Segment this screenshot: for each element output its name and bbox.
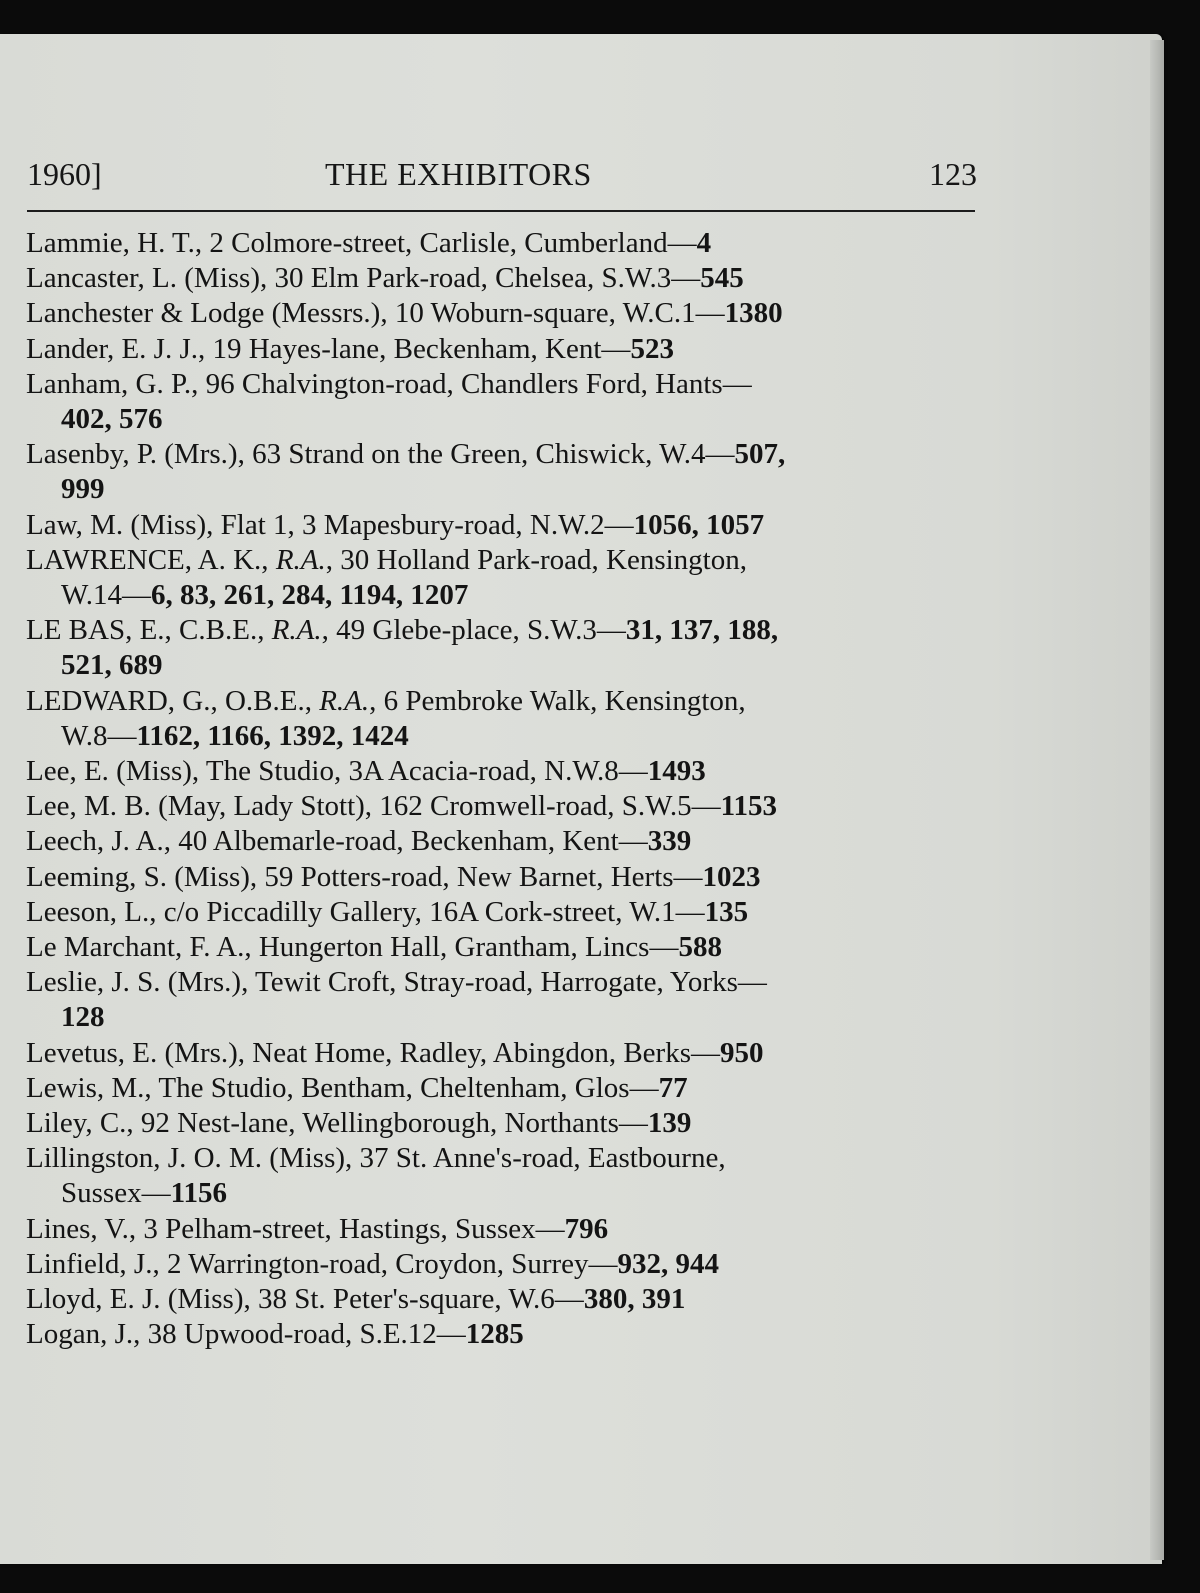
header-rule	[27, 210, 975, 212]
entry-first-line	[26, 333, 674, 365]
entry-first-line	[26, 790, 777, 822]
header-title: THE EXHIBITORS	[325, 156, 592, 192]
entry-text: Leech, J. A., 40 Albemarle-road, Beckenham, Kent—	[26, 825, 648, 858]
entry-text: Le Marchant, F. A., Hungerton Hall, Grantham, Lincs—	[26, 931, 679, 964]
entry-text: Linfield, J., 2 Warrington-road, Croydon, Surrey—	[26, 1247, 618, 1280]
entry-continuation-numbers: 128	[61, 1001, 105, 1034]
entry-continuation-line	[26, 1176, 986, 1211]
entry-text: Levetus, E. (Mrs.), Neat Home, Radley, Abingdon, Berks—	[26, 1036, 720, 1069]
exhibitor-entry	[26, 613, 986, 683]
entry-continuation-numbers: 1162, 1166, 1392, 1424	[136, 719, 409, 752]
exhibitor-entry	[26, 824, 986, 859]
exhibitor-entry	[26, 226, 986, 261]
entry-first-line	[26, 861, 761, 893]
page-edge	[1150, 40, 1164, 1560]
entry-text: Leeming, S. (Miss), 59 Potters-road, New Barnet, Herts—	[26, 860, 703, 893]
entry-catalogue-numbers: 1056, 1057	[633, 508, 765, 541]
entry-first-line	[26, 368, 752, 400]
entry-text-rest: , 6 Pembroke Walk, Kensington,	[369, 684, 746, 717]
entry-catalogue-numbers: 139	[647, 1107, 692, 1140]
entry-continuation-line	[26, 719, 986, 754]
entry-text: LEDWARD, G., O.B.E.,	[26, 684, 320, 717]
running-header	[27, 156, 977, 200]
entry-text: Lillingston, J. O. M. (Miss), 37 St. Anne's-road, Eastbourne,	[26, 1142, 726, 1175]
entry-text: LE BAS, E., C.B.E.,	[26, 614, 272, 647]
entry-catalogue-numbers: 950	[720, 1036, 764, 1069]
entry-catalogue-numbers: 4	[696, 227, 712, 259]
exhibitor-entry	[26, 367, 986, 437]
entry-text: Lander, E. J. J., 19 Hayes-lane, Beckenham, Kent—	[26, 332, 631, 365]
entry-first-line	[26, 1107, 691, 1139]
entry-first-line	[26, 509, 764, 541]
entry-continuation-line	[26, 648, 986, 683]
exhibitor-entry	[26, 296, 986, 331]
entry-continuation-text: Sussex—	[61, 1177, 171, 1210]
entry-catalogue-numbers: 545	[700, 262, 744, 295]
entry-text: Leslie, J. S. (Mrs.), Tewit Croft, Stray-road, Harrogate, Yorks—	[26, 966, 767, 999]
entry-catalogue-numbers: 380, 391	[583, 1283, 686, 1316]
entry-text: Liley, C., 92 Nest-lane, Wellingborough, Northants—	[26, 1107, 648, 1140]
exhibitor-entry	[26, 1036, 986, 1071]
entry-first-line	[26, 544, 747, 576]
entry-text: Lloyd, E. J. (Miss), 38 St. Peter's-square, W.6—	[26, 1283, 584, 1316]
exhibitor-entry	[26, 930, 986, 965]
exhibitor-entry	[26, 895, 986, 930]
page-number: 123	[929, 156, 977, 192]
entry-text-rest: , 30 Holland Park-road, Kensington,	[325, 543, 747, 576]
entry-distinction: R.A.	[275, 543, 326, 576]
entry-continuation-numbers: 999	[61, 473, 105, 506]
entry-catalogue-numbers: 507,	[734, 438, 786, 471]
entry-text: Lee, E. (Miss), The Studio, 3A Acacia-road, N.W.8—	[26, 755, 648, 788]
entry-text: Lee, M. B. (May, Lady Stott), 162 Cromwell-road, S.W.5—	[26, 790, 721, 823]
entry-text: Lines, V., 3 Pelham-street, Hastings, Sussex—	[26, 1212, 565, 1245]
entry-catalogue-numbers: 1153	[720, 790, 777, 823]
entry-first-line	[26, 1037, 764, 1069]
entry-continuation-text: W.14—	[61, 579, 151, 612]
exhibitor-entry	[26, 860, 986, 895]
exhibitor-entry	[26, 684, 986, 754]
entry-first-line	[26, 262, 744, 294]
entry-first-line	[26, 227, 711, 259]
exhibitor-list	[26, 226, 986, 1353]
entry-text: Lasenby, P. (Mrs.), 63 Strand on the Green, Chiswick, W.4—	[26, 438, 735, 471]
entry-first-line	[26, 896, 748, 928]
entry-first-line	[26, 1213, 608, 1245]
exhibitor-entry	[26, 1247, 986, 1282]
entry-text: Lanham, G. P., 96 Chalvington-road, Chandlers Ford, Hants—	[26, 367, 752, 400]
exhibitor-entry	[26, 1212, 986, 1247]
exhibitor-entry	[26, 1141, 986, 1211]
entry-catalogue-numbers: 31, 137, 188,	[625, 614, 779, 647]
entry-text: Lancaster, L. (Miss), 30 Elm Park-road, Chelsea, S.W.3—	[26, 262, 701, 295]
entry-text: LAWRENCE, A. K.,	[26, 543, 276, 576]
exhibitor-entry	[26, 1317, 986, 1352]
exhibitor-entry	[26, 508, 986, 543]
entry-first-line	[26, 685, 746, 717]
entry-first-line	[26, 614, 778, 646]
entry-continuation-line	[26, 472, 986, 507]
entry-distinction: R.A.	[319, 684, 370, 717]
entry-catalogue-numbers: 796	[564, 1212, 609, 1245]
entry-catalogue-numbers: 1285	[465, 1318, 524, 1351]
entry-text: Lanchester & Lodge (Messrs.), 10 Woburn-square, W.C.1—	[26, 297, 725, 330]
entry-text: Logan, J., 38 Upwood-road, S.E.12—	[26, 1318, 466, 1351]
entry-first-line	[26, 1318, 524, 1350]
entry-first-line	[26, 931, 722, 963]
entry-continuation-text: W.8—	[61, 719, 137, 752]
entry-continuation-line	[26, 402, 986, 437]
entry-continuation-numbers: 1156	[170, 1177, 227, 1210]
exhibitor-entry	[26, 965, 986, 1035]
entry-catalogue-numbers: 588	[678, 931, 722, 964]
entry-first-line	[26, 1142, 726, 1174]
entry-first-line	[26, 1248, 719, 1280]
entry-first-line	[26, 297, 783, 329]
exhibitor-entry	[26, 437, 986, 507]
entry-catalogue-numbers: 1493	[647, 755, 706, 788]
exhibitor-entry	[26, 1106, 986, 1141]
header-year: 1960]	[27, 156, 102, 192]
entry-continuation-numbers: 521, 689	[61, 649, 163, 682]
entry-catalogue-numbers: 1380	[724, 297, 783, 330]
entry-continuation-line	[26, 1000, 986, 1035]
entry-text: Leeson, L., c/o Piccadilly Gallery, 16A Cork-street, W.1—	[26, 895, 705, 928]
exhibitor-entry	[26, 1071, 986, 1106]
entry-distinction: R.A.	[271, 614, 322, 647]
entry-catalogue-numbers: 339	[647, 825, 692, 858]
exhibitor-entry	[26, 332, 986, 367]
entry-first-line	[26, 825, 691, 857]
exhibitor-entry	[26, 789, 986, 824]
entry-catalogue-numbers: 932, 944	[617, 1247, 720, 1280]
entry-first-line	[26, 438, 785, 470]
entry-first-line	[26, 755, 706, 787]
entry-catalogue-numbers: 1023	[702, 860, 761, 893]
entry-continuation-line	[26, 578, 986, 613]
entry-catalogue-numbers: 135	[704, 895, 749, 928]
exhibitor-entry	[26, 261, 986, 296]
entry-first-line	[26, 1283, 685, 1315]
entry-catalogue-numbers: 523	[630, 332, 674, 365]
entry-first-line	[26, 966, 767, 998]
entry-text: Lewis, M., The Studio, Bentham, Cheltenham, Glos—	[26, 1071, 659, 1104]
entry-text: Law, M. (Miss), Flat 1, 3 Mapesbury-road, N.W.2—	[26, 508, 634, 541]
entry-text-rest: , 49 Glebe-place, S.W.3—	[321, 614, 626, 647]
exhibitor-entry	[26, 754, 986, 789]
entry-continuation-numbers: 6, 83, 261, 284, 1194, 1207	[150, 579, 469, 612]
entry-continuation-numbers: 402, 576	[61, 403, 163, 436]
exhibitor-entry	[26, 1282, 986, 1317]
exhibitor-entry	[26, 543, 986, 613]
entry-catalogue-numbers: 77	[658, 1071, 688, 1104]
entry-first-line	[26, 1072, 688, 1104]
entry-text: Lammie, H. T., 2 Colmore-street, Carlisle, Cumberland—	[26, 227, 697, 259]
